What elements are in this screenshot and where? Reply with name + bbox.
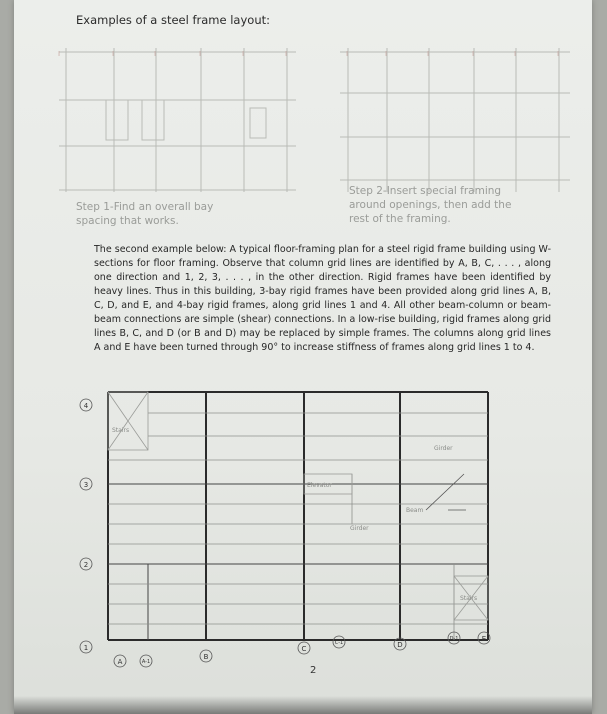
document-page xyxy=(14,0,592,714)
svg-text:I: I xyxy=(385,50,388,58)
svg-text:I: I xyxy=(557,50,560,58)
stairs-top-label: Stairs xyxy=(112,427,130,434)
svg-text:I: I xyxy=(346,50,349,58)
col-label-a: A xyxy=(117,658,123,666)
svg-text:I: I xyxy=(154,50,157,58)
col-label-c1: C-1 xyxy=(334,640,344,646)
col-label-a1: A-1 xyxy=(141,659,151,665)
page-number: 2 xyxy=(310,665,317,676)
svg-text:I: I xyxy=(58,50,61,58)
svg-text:I: I xyxy=(199,50,202,58)
girder-top-label: Girder xyxy=(434,445,453,452)
svg-text:I: I xyxy=(112,50,115,58)
col-label-c: C xyxy=(301,645,307,653)
beam-label: Beam xyxy=(406,507,424,514)
row-label-1: 1 xyxy=(83,644,89,652)
step2-caption: Step 2-Insert special framing around openings, then add the rest of the framing. xyxy=(349,185,512,225)
description-paragraph: The second example below: A typical floor-framing plan for a steel rigid frame building using W-sections for floor framing. Observe that column grid lines are identified by A, B, C, . . . , along one direction and 1, 2, 3, . . . , in the other direction. Rigid frames have been identified by heavy lines. Thus in this building, 3-bay rigid frames have been provided along grid lines A, B, C, D, and E, and 4-bay rigid frames, along grid lines 1 and 4. All other beam-column or beam-beam connections are simple (shear) connections. In a low-rise building, rigid frames along grid lines B, C, and D (or B and D) may be replaced by simple frames. The columns along grid lines A and E have been turned through 90° to increase stiffness of frames along grid lines 1 to 4. xyxy=(94,244,551,353)
svg-text:I: I xyxy=(514,50,517,58)
svg-text:I: I xyxy=(427,50,430,58)
svg-text:I: I xyxy=(472,50,475,58)
row-label-2: 2 xyxy=(83,561,89,569)
svg-text:I: I xyxy=(242,50,245,58)
girder-mid-label: Girder xyxy=(350,525,369,532)
floor-framing-plan xyxy=(14,378,592,678)
page-shadow xyxy=(14,696,592,714)
row-label-4: 4 xyxy=(83,402,89,410)
elevator-label: Elevator xyxy=(307,482,332,489)
stairs-bottom-label: Stairs xyxy=(460,595,478,602)
col-label-d1: D-1 xyxy=(449,636,459,642)
col-label-b: B xyxy=(203,653,209,661)
section-title: Examples of a steel frame layout: xyxy=(76,13,270,27)
col-label-d: D xyxy=(397,641,403,649)
svg-text:I: I xyxy=(285,50,288,58)
row-label-3: 3 xyxy=(83,481,89,489)
col-label-e: E xyxy=(481,635,487,643)
step1-caption: Step 1-Find an overall bay spacing that works. xyxy=(76,201,214,227)
